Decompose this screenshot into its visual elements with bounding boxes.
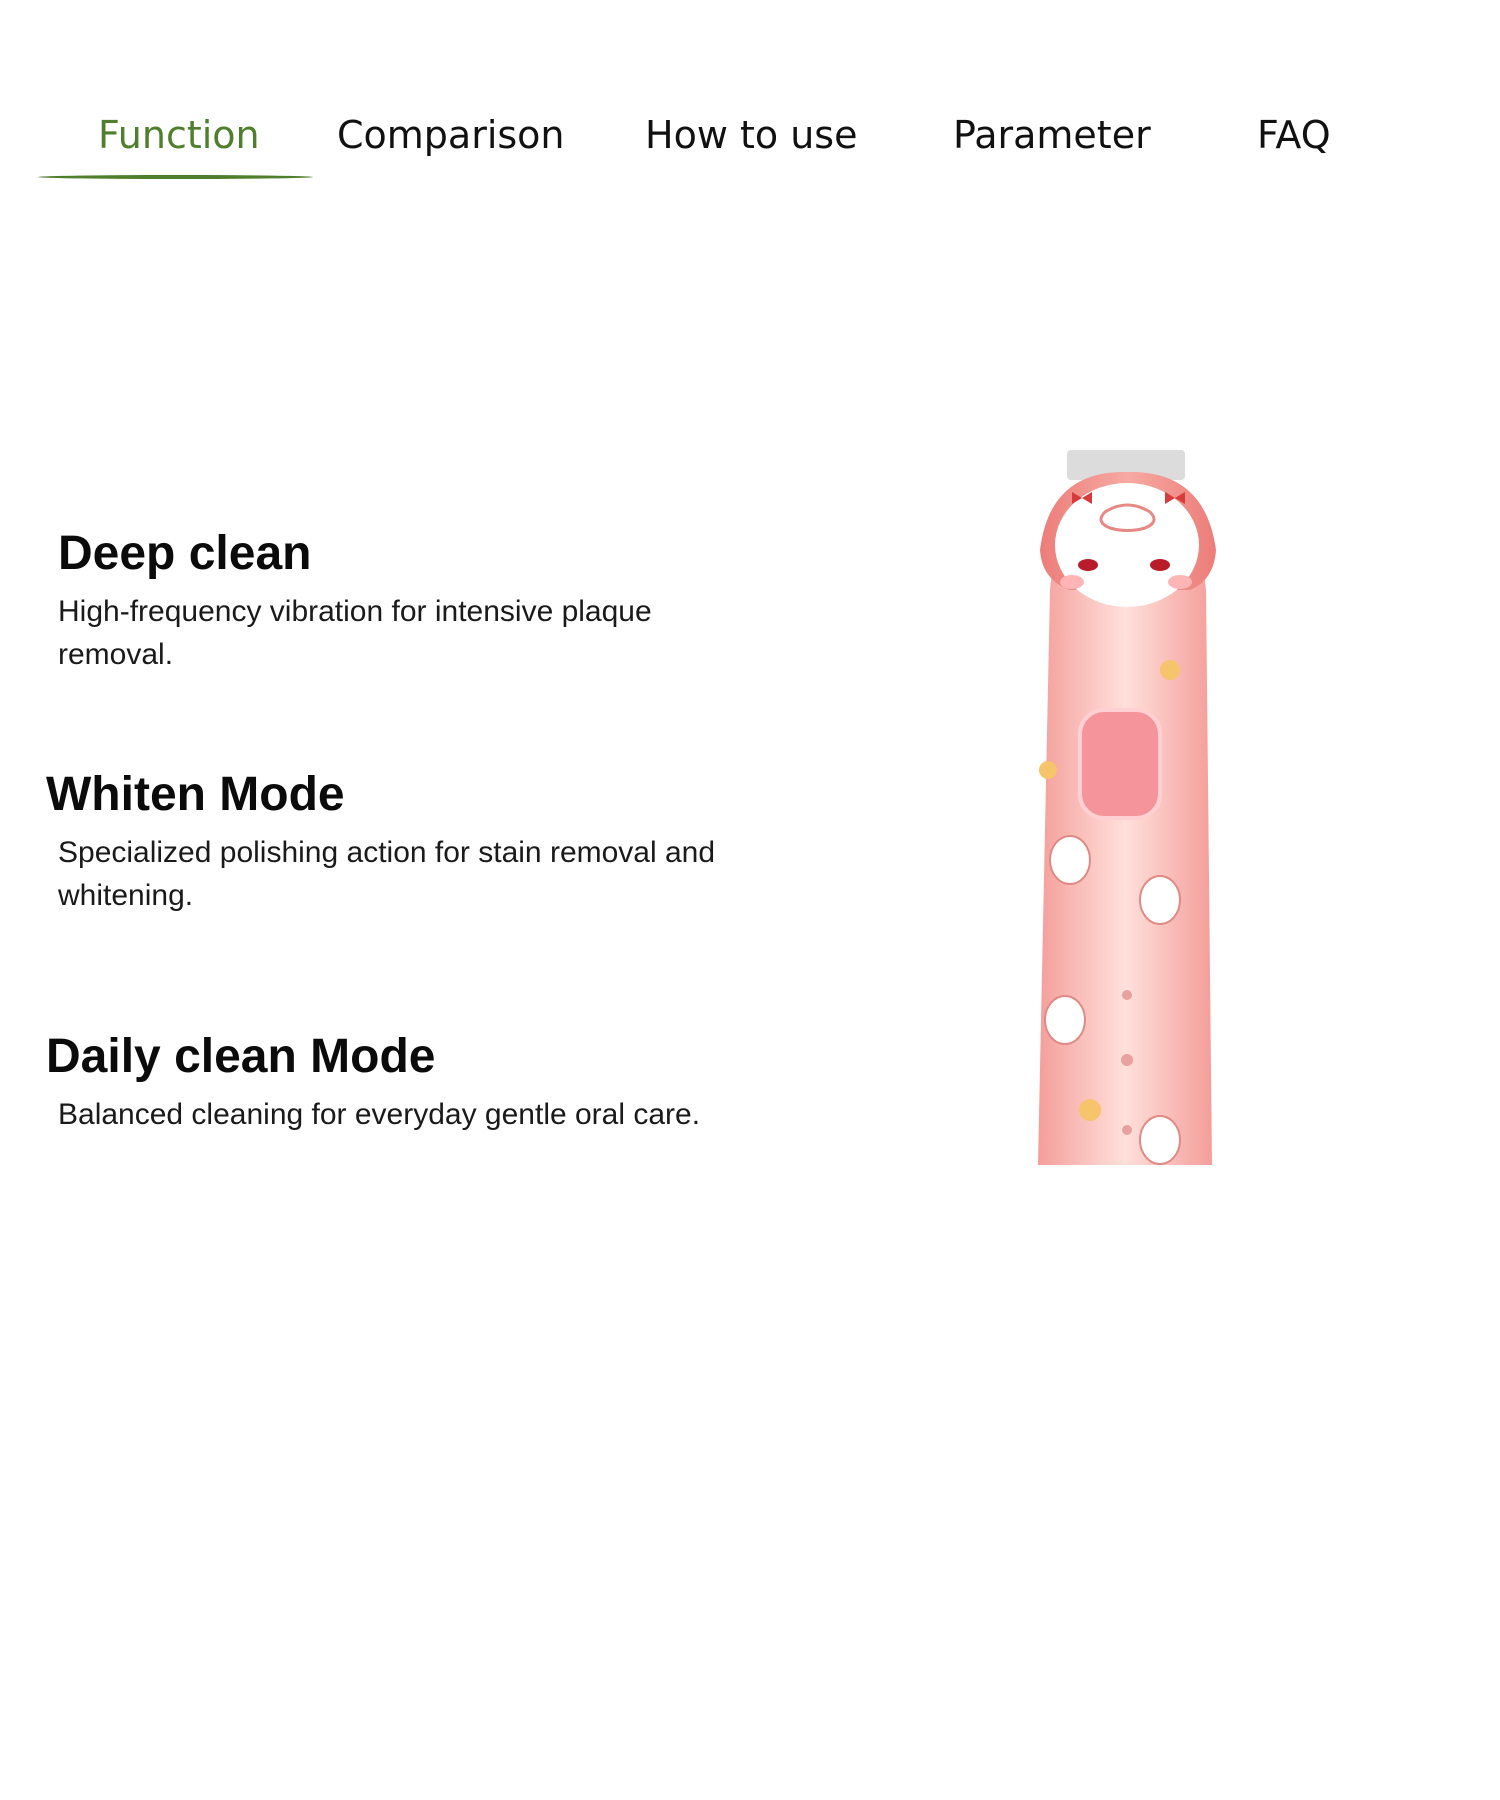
power-button xyxy=(1080,710,1160,818)
tab-how-to-use[interactable]: How to use xyxy=(645,113,858,157)
feature-daily-clean-mode xyxy=(46,1027,786,1136)
toothbrush-illustration xyxy=(1010,440,1250,1180)
feature-title: Daily clean Mode xyxy=(46,1030,436,1083)
tab-comparison[interactable]: Comparison xyxy=(337,113,565,157)
tab-faq[interactable]: FAQ xyxy=(1257,113,1331,157)
toothbrush-icon xyxy=(1010,440,1250,1180)
feature-deep-clean xyxy=(58,524,798,676)
eye-left xyxy=(1078,559,1098,571)
cheek-left xyxy=(1060,575,1084,589)
feature-title: Deep clean xyxy=(58,527,312,580)
eye-right xyxy=(1150,559,1170,571)
tab-bar xyxy=(0,105,1500,185)
tab-parameter[interactable]: Parameter xyxy=(953,113,1151,157)
tab-function[interactable]: Function xyxy=(98,113,260,157)
active-tab-underline xyxy=(38,175,313,179)
feature-description: High-frequency vibration for intensive plaque removal. xyxy=(58,595,652,671)
feature-whiten-mode xyxy=(46,765,786,917)
cheek-right xyxy=(1168,575,1192,589)
feature-description: Specialized polishing action for stain removal and whitening. xyxy=(58,836,716,912)
feature-description: Balanced cleaning for everyday gentle oral care. xyxy=(58,1098,701,1131)
feature-title: Whiten Mode xyxy=(46,768,345,821)
